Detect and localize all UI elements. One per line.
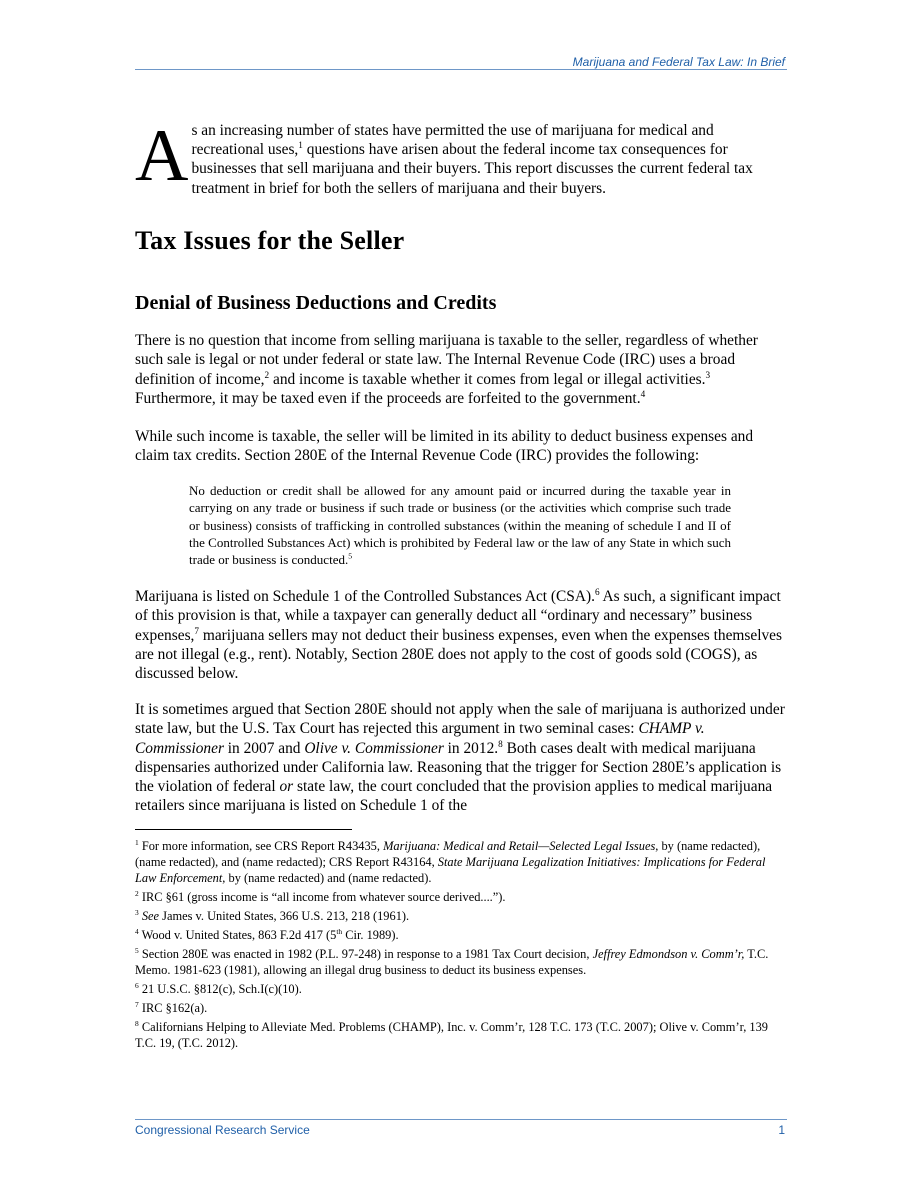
- paragraph-deduction-limits: While such income is taxable, the seller will be limited in its ability to deduct business expenses and claim tax credits. Section 280E of the Internal Revenue Code (IRC) provides the following:: [135, 428, 754, 465]
- footnote-ref[interactable]: 1: [298, 140, 303, 151]
- para3-text-1: Marijuana is listed on Schedule 1 of the Controlled Substances Act (CSA).: [135, 588, 595, 605]
- footnote-ref[interactable]: 5: [348, 551, 353, 561]
- footnote-ref[interactable]: 2: [264, 369, 270, 380]
- para4-text-2: in 2007 and: [223, 739, 305, 757]
- footnote-8: $^8$ Californians Helping to Alleviate Med. Problems (CHAMP), Inc. v. Comm’r, 128 T.C. 173 (T.C. 2007); Olive v. Comm’r, 139 T.C. 19, (T.C. 2012).: [135, 1018, 768, 1050]
- intro-paragraph: [135, 115, 775, 198]
- para1-text-2: and income is taxable whether it comes from legal or illegal activities.: [269, 370, 706, 388]
- footnote-ref[interactable]: 8: [498, 738, 503, 749]
- footer-rule: [135, 1119, 787, 1120]
- quote-text: No deduction or credit shall be allowed for any amount paid or incurred during the taxable year in carrying on any trade or business if such trade or business (or the activities which comprise such trade or business) consists of trafficking in controlled substances (within the meaning of schedule I and II of the Controlled Substances Act) which is prohibited by Federal law or the law of any State in which such trade or business is conducted.: [189, 483, 731, 568]
- footnote-separator: [135, 829, 352, 830]
- para4-text-5: state law, the court concluded that the provision applies to medical marijuana retailers since marijuana is listed on Schedule 1 of the: [135, 778, 773, 815]
- intro-text-2: questions have arisen about the federal income tax consequences for businesses that sell marijuana and their buyers. This report discusses the current federal tax treatment in brief for both the sellers of marijuana and their buyers.: [191, 141, 753, 197]
- para4-text-1: It is sometimes argued that Section 280E should not apply when the sale of marijuana is authorized under state law, but the U.S. Tax Court has rejected this argument in two seminal cases:: [135, 701, 785, 738]
- footnote-ref[interactable]: 7: [194, 625, 200, 636]
- footnote-7: $^7$ IRC §162(a).: [135, 999, 208, 1015]
- footnote-3: $^3$ See James v. United States, 366 U.S. 213, 218 (1961).: [135, 907, 410, 923]
- footnote-1: $^1$ For more information, see CRS Report R43435, Marijuana: Medical and Retail—Selected Legal Issues, by (name redacted), (name redacted), and (name redacted); CRS Report R43164, State Marijuana Legalization Initiatives: Implications for Federal Law Enforcement, by (name redacted) and (name redacted).: [135, 837, 766, 885]
- para4-text-3: in 2012.: [443, 739, 499, 757]
- footnotes: [135, 838, 775, 1054]
- subsection-heading: Denial of Business Deductions and Credits: [135, 292, 497, 314]
- footnote-ref[interactable]: 4: [640, 388, 646, 399]
- paragraph-tax-court-cases: [135, 700, 785, 816]
- para3-text-3: marijuana sellers may not deduct their business expenses, even when the expenses themselves are not illegal (e.g., rent). Notably, Section 280E does not apply to the cost of goods sold (COGS), as discussed below.: [135, 626, 782, 683]
- page-number: 1: [778, 1123, 785, 1137]
- intro-text-1: s an increasing number of states have permitted the use of marijuana for medical and recreational uses,: [191, 122, 714, 159]
- header-rule: [135, 69, 787, 70]
- footnote-ref[interactable]: 3: [705, 369, 711, 380]
- case-name-champ: CHAMP v. Commissioner: [135, 720, 705, 757]
- drop-cap: A: [135, 115, 189, 197]
- para1-text-3: Furthermore, it may be taxed even if the proceeds are forfeited to the government.: [135, 389, 641, 407]
- paragraph-schedule-1: [135, 587, 785, 683]
- footnote-6: $^6$ 21 U.S.C. §812(c), Sch.I(c)(10).: [135, 980, 302, 996]
- paragraph-income-taxable: [135, 331, 785, 408]
- footnote-4: $^4$ Wood v. United States, 863 F.2d 417 (5th Cir. 1989).: [135, 926, 399, 942]
- case-name-olive: Olive v. Commissioner: [304, 739, 444, 757]
- footnote-5: $^5$ Section 280E was enacted in 1982 (P.L. 97-248) in response to a 1981 Tax Court decision, Jeffrey Edmondson v. Comm’r, T.C. Memo. 1981-623 (1981), allowing an illegal drug business to deduct its business expenses.: [135, 945, 769, 977]
- running-header-title: Marijuana and Federal Tax Law: In Brief: [572, 55, 785, 69]
- section-heading: Tax Issues for the Seller: [135, 226, 405, 255]
- emphasis-or: or: [279, 778, 294, 796]
- para1-text-1: There is no question that income from selling marijuana is taxable to the seller, regardless of whether such sale is legal or not under federal or state law. The Internal Revenue Code (IRC) uses a broad definition of income,: [135, 332, 758, 388]
- block-quote-280e: [189, 482, 731, 568]
- para4-text-4: Both cases dealt with medical marijuana dispensaries authorized under California law. Reasoning that the trigger for Section 280E’s application is the violation of federal: [135, 739, 782, 796]
- para3-text-2: As such, a significant impact of this provision is that, while a taxpayer can generally deduct all “ordinary and necessary” business expenses,: [135, 588, 781, 644]
- footnote-ref[interactable]: 6: [594, 586, 600, 597]
- footnote-2: $^2$ IRC §61 (gross income is “all income from whatever source derived....”).: [135, 888, 506, 904]
- footer-organization: Congressional Research Service: [135, 1123, 310, 1137]
